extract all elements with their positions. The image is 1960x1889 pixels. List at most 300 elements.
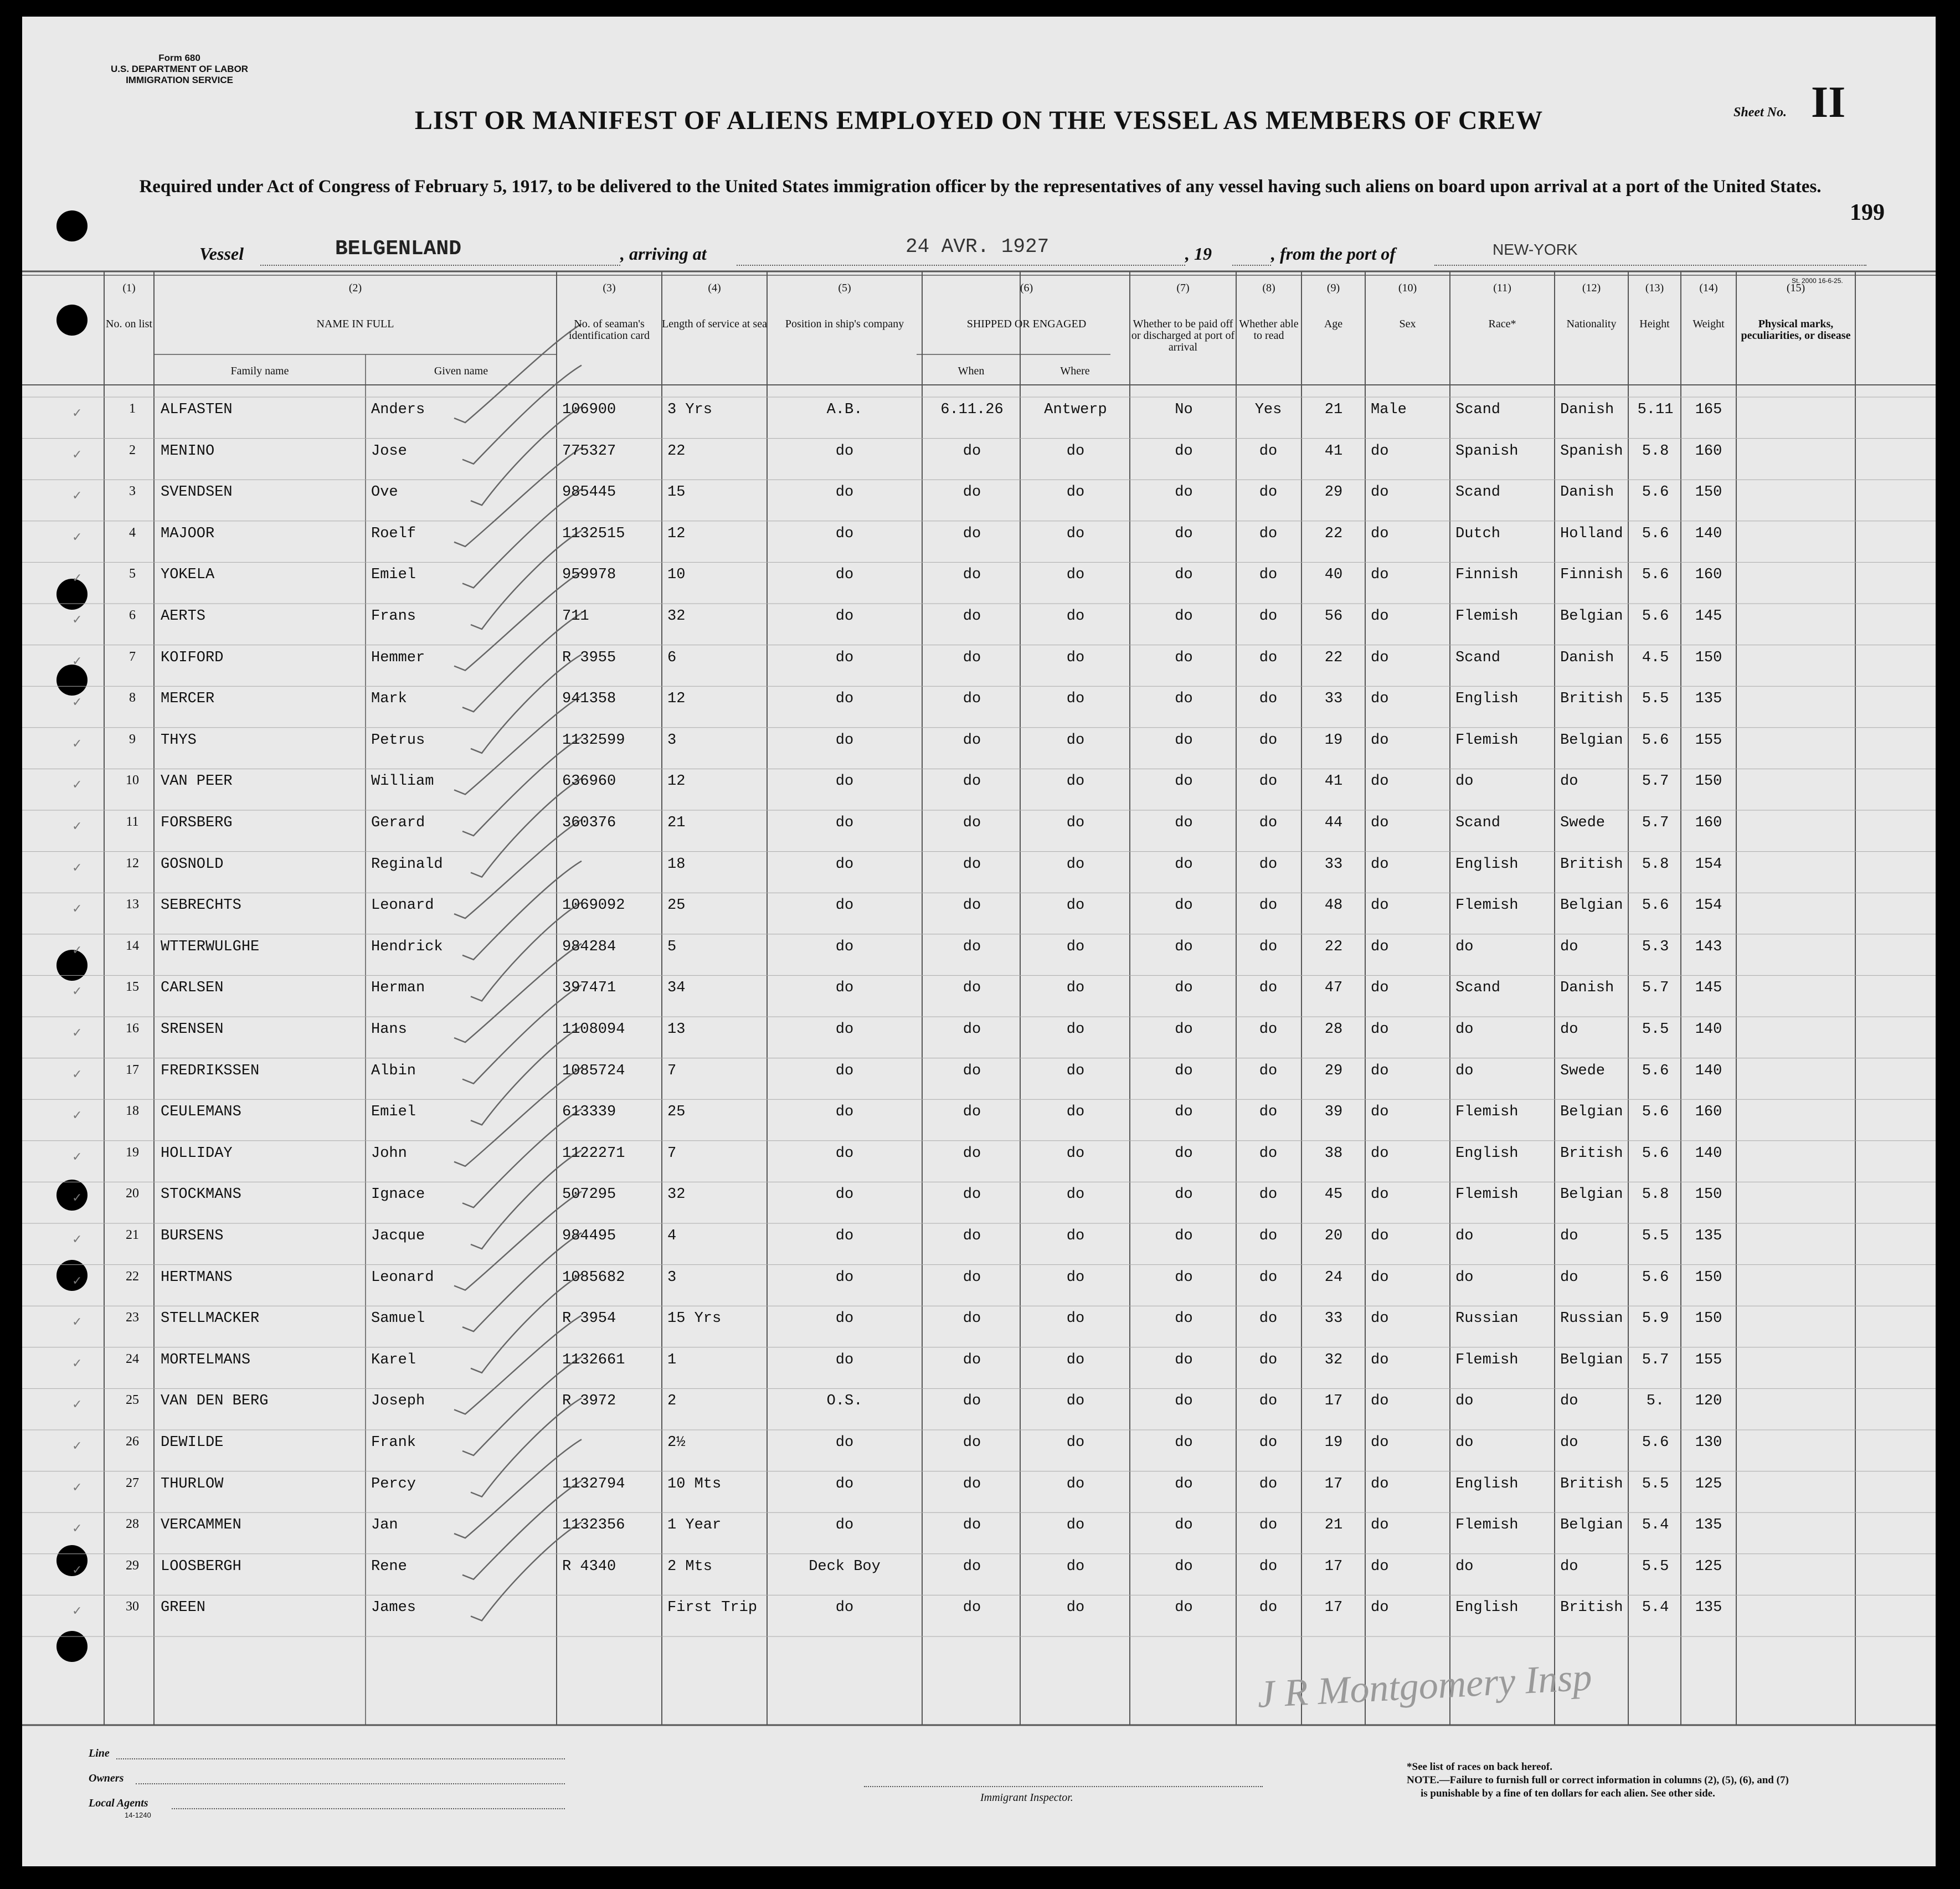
length-of-service: 5: [667, 938, 677, 955]
service-name: IMMIGRATION SERVICE: [126, 75, 234, 85]
id-card-number: 1108094: [562, 1021, 625, 1038]
able-to-read: do: [1259, 442, 1278, 460]
sex: do: [1371, 1186, 1389, 1203]
height: 5.6: [1642, 1104, 1669, 1121]
column-header-c7: Whether to be paid off or discharged at port of arrival: [1131, 318, 1235, 353]
column-header-shipped-engaged: SHIPPED OR ENGAGED: [966, 318, 1087, 330]
column-header-c12: Nationality: [1566, 318, 1617, 330]
height: 5.11: [1637, 402, 1674, 418]
family-name: CEULEMANS: [161, 1104, 241, 1121]
page-number: 199: [1850, 200, 1885, 225]
able-to-read: do: [1259, 691, 1278, 708]
paid-off: do: [1175, 442, 1193, 460]
check-mark: ✓: [72, 1356, 83, 1370]
column-number-c9: (9): [1326, 282, 1340, 294]
race-note: *See list of races on back hereof.: [1407, 1761, 1552, 1773]
age: 17: [1324, 1558, 1343, 1575]
position: do: [835, 1186, 854, 1203]
id-card-number: 1132794: [562, 1475, 625, 1492]
position: do: [835, 1434, 854, 1451]
column-header-c4: Length of service at sea: [662, 318, 767, 330]
height: 5.6: [1642, 567, 1669, 584]
able-to-read: do: [1259, 815, 1278, 831]
check-mark: ✓: [72, 1273, 83, 1288]
paid-off: do: [1175, 773, 1193, 790]
able-to-read: do: [1259, 1475, 1278, 1492]
length-of-service: 25: [667, 897, 686, 914]
position: do: [835, 567, 854, 584]
shipped-where: do: [1066, 1186, 1085, 1203]
paid-off: do: [1175, 1393, 1193, 1410]
height: 5.3: [1642, 938, 1669, 955]
sex: do: [1371, 691, 1389, 708]
shipped-where: do: [1066, 1104, 1085, 1121]
shipped-where: do: [1066, 442, 1085, 460]
given-name: Petrus: [371, 732, 425, 749]
shipped-where: do: [1066, 1434, 1085, 1451]
document-subtitle: Required under Act of Congress of February 5, 1917, to be delivered to the United States immigration officer by the representatives of any vessel having such aliens on board upon arrival at a port of the United States.: [139, 177, 1822, 197]
inspector-label: Immigrant Inspector.: [980, 1792, 1073, 1804]
race: do: [1455, 938, 1474, 955]
length-of-service: 13: [667, 1021, 686, 1038]
check-mark: ✓: [72, 1397, 83, 1412]
height: 5.7: [1642, 980, 1669, 997]
shipped-where: do: [1066, 1599, 1085, 1617]
race: Spanish: [1455, 442, 1519, 460]
family-name: VERCAMMEN: [161, 1517, 241, 1534]
nationality: Belgian: [1560, 1517, 1623, 1534]
row-number: 18: [126, 1104, 139, 1119]
able-to-read: do: [1259, 856, 1278, 873]
shipped-when: do: [963, 608, 981, 625]
nationality: do: [1560, 1021, 1578, 1038]
given-name: Ignace: [371, 1186, 425, 1203]
shipped-where: do: [1066, 897, 1085, 914]
shipped-when: do: [963, 1434, 981, 1451]
position: do: [835, 1145, 854, 1162]
row-number: 13: [126, 897, 139, 912]
length-of-service: 32: [667, 1186, 686, 1203]
height: 5.4: [1642, 1517, 1669, 1534]
row-number: 23: [126, 1310, 139, 1325]
nationality: Belgian: [1560, 1104, 1623, 1121]
column-header-c11: Race*: [1488, 318, 1516, 330]
weight: 160: [1695, 815, 1722, 831]
race: Flemish: [1455, 1186, 1519, 1203]
race: Flemish: [1455, 1351, 1519, 1368]
row-number: 9: [129, 732, 136, 747]
penalty-note-line2: is punishable by a fine of ten dollars for each alien. See other side.: [1421, 1788, 1715, 1799]
nationality: British: [1560, 1475, 1623, 1492]
check-mark: ✓: [72, 819, 83, 833]
length-of-service: First Trip: [667, 1599, 758, 1617]
paid-off: do: [1175, 1062, 1193, 1079]
sex: do: [1371, 1475, 1389, 1492]
shipped-when: do: [963, 649, 981, 666]
weight: 125: [1695, 1558, 1722, 1575]
family-name: WTTERWULGHE: [161, 938, 260, 955]
nationality: Belgian: [1560, 1186, 1623, 1203]
able-to-read: do: [1259, 1434, 1278, 1451]
shipped-where: do: [1066, 567, 1085, 584]
given-name: Joseph: [371, 1393, 425, 1410]
weight: 135: [1695, 1599, 1722, 1617]
family-name: AERTS: [161, 608, 206, 625]
paid-off: do: [1175, 938, 1193, 955]
column-number-c11: (11): [1493, 282, 1511, 294]
position: do: [835, 691, 854, 708]
sex: do: [1371, 649, 1389, 666]
race: English: [1455, 691, 1519, 708]
race: Finnish: [1455, 567, 1519, 584]
sex: do: [1371, 1021, 1389, 1038]
age: 33: [1324, 1310, 1343, 1327]
family-name: STELLMACKER: [161, 1310, 260, 1327]
age: 47: [1324, 980, 1343, 997]
nationality: British: [1560, 1145, 1623, 1162]
weight: 140: [1695, 525, 1722, 542]
column-number-c15: (15): [1786, 282, 1805, 294]
shipped-when: do: [963, 1517, 981, 1534]
position: Deck Boy: [809, 1558, 881, 1575]
given-name: Samuel: [371, 1310, 425, 1327]
paid-off: do: [1175, 1186, 1193, 1203]
nationality: Belgian: [1560, 732, 1623, 749]
sex: do: [1371, 856, 1389, 873]
shipped-when: do: [963, 1062, 981, 1079]
given-name: Karel: [371, 1351, 416, 1368]
position: do: [835, 1310, 854, 1327]
race: do: [1455, 1228, 1474, 1244]
given-name: Frans: [371, 608, 416, 625]
sex: do: [1371, 1228, 1389, 1244]
column-header-c8: Whether able to read: [1239, 318, 1299, 342]
row-number: 29: [126, 1558, 139, 1573]
check-mark: ✓: [72, 1108, 83, 1123]
shipped-where: do: [1066, 484, 1085, 501]
family-name: MERCER: [161, 691, 215, 708]
shipped-where: do: [1066, 1517, 1085, 1534]
check-mark: ✓: [72, 529, 83, 544]
race: English: [1455, 1475, 1519, 1492]
able-to-read: do: [1259, 1517, 1278, 1534]
shipped-when: do: [963, 897, 981, 914]
check-mark: ✓: [72, 695, 83, 709]
nationality: do: [1560, 1393, 1578, 1410]
row-number: 5: [129, 567, 136, 581]
column-header-given-name: Given name: [434, 365, 488, 377]
height: 5.5: [1642, 1228, 1669, 1244]
length-of-service: 1: [667, 1351, 677, 1368]
check-mark: ✓: [72, 1067, 83, 1081]
able-to-read: do: [1259, 567, 1278, 584]
nationality: Finnish: [1560, 567, 1623, 584]
weight: 155: [1695, 732, 1722, 749]
departure-port: NEW-YORK: [1493, 241, 1578, 258]
height: 5.4: [1642, 1599, 1669, 1617]
race: English: [1455, 1145, 1519, 1162]
length-of-service: 25: [667, 1104, 686, 1121]
family-name: HOLLIDAY: [161, 1145, 233, 1162]
family-name: YOKELA: [161, 567, 215, 584]
arriving-label: , arriving at: [620, 244, 707, 264]
weight: 154: [1695, 856, 1722, 873]
local-agents-label: Local Agents: [89, 1797, 148, 1809]
height: 5.6: [1642, 1269, 1669, 1286]
given-name: William: [371, 773, 434, 790]
shipped-when: do: [963, 856, 981, 873]
nationality: do: [1560, 1558, 1578, 1575]
weight: 150: [1695, 649, 1722, 666]
sex: do: [1371, 1104, 1389, 1121]
sex: Male: [1371, 402, 1407, 418]
sex: do: [1371, 897, 1389, 914]
age: 20: [1324, 1228, 1343, 1244]
shipped-when: do: [963, 1228, 981, 1244]
family-name: VAN PEER: [161, 773, 233, 790]
id-card-number: 711: [562, 608, 589, 625]
paid-off: do: [1175, 1351, 1193, 1368]
given-name: Jose: [371, 442, 407, 460]
shipped-when: do: [963, 1310, 981, 1327]
weight: 150: [1695, 484, 1722, 501]
position: do: [835, 773, 854, 790]
id-card-number: 1132356: [562, 1517, 625, 1534]
age: 29: [1324, 1062, 1343, 1079]
height: 4.5: [1642, 649, 1669, 666]
race: Scand: [1455, 484, 1501, 501]
paid-off: do: [1175, 1104, 1193, 1121]
paid-off: do: [1175, 1269, 1193, 1286]
able-to-read: do: [1259, 1062, 1278, 1079]
id-card-number: R 4340: [562, 1558, 616, 1575]
weight: 160: [1695, 567, 1722, 584]
paid-off: do: [1175, 567, 1193, 584]
row-number: 4: [129, 525, 136, 540]
nationality: do: [1560, 1228, 1578, 1244]
shipped-when: do: [963, 525, 981, 542]
inspector-signature: J R Montgomery Insp: [1256, 1656, 1593, 1716]
height: 5.5: [1642, 1475, 1669, 1492]
given-name: Anders: [371, 402, 425, 418]
sex: do: [1371, 1351, 1389, 1368]
given-name: Mark: [371, 691, 407, 708]
age: 38: [1324, 1145, 1343, 1162]
race: Flemish: [1455, 732, 1519, 749]
row-number: 30: [126, 1599, 139, 1614]
sex: do: [1371, 773, 1389, 790]
length-of-service: 12: [667, 691, 686, 708]
shipped-when: do: [963, 938, 981, 955]
height: 5.5: [1642, 1558, 1669, 1575]
check-mark: ✓: [72, 984, 83, 998]
length-of-service: 10: [667, 567, 686, 584]
nationality: British: [1560, 691, 1623, 708]
check-mark: ✓: [72, 860, 83, 874]
race: do: [1455, 1434, 1474, 1451]
column-number-c6: (6): [1020, 282, 1033, 294]
race: Scand: [1455, 402, 1501, 418]
arrival-date-stamp: 24 AVR. 1927: [906, 235, 1050, 258]
check-mark: ✓: [72, 736, 83, 750]
shipped-where: do: [1066, 980, 1085, 997]
family-name: KOIFORD: [161, 649, 224, 666]
id-card-number: R 3954: [562, 1310, 616, 1327]
shipped-where: do: [1066, 1145, 1085, 1162]
shipped-when: do: [963, 1269, 981, 1286]
row-number: 15: [126, 980, 139, 995]
id-card-number: 984284: [562, 938, 616, 955]
length-of-service: 3: [667, 732, 677, 749]
weight: 150: [1695, 1310, 1722, 1327]
able-to-read: do: [1259, 1145, 1278, 1162]
length-of-service: 15: [667, 484, 686, 501]
weight: 154: [1695, 897, 1722, 914]
check-mark: ✓: [72, 1026, 83, 1039]
id-card-number: 985445: [562, 484, 616, 501]
column-number-c7: (7): [1176, 282, 1190, 294]
agents-code: 14-1240: [125, 1811, 151, 1819]
given-name: Jan: [371, 1517, 398, 1534]
position: do: [835, 442, 854, 460]
given-name: Jacque: [371, 1228, 425, 1244]
race: Flemish: [1455, 1104, 1519, 1121]
age: 21: [1324, 1517, 1343, 1534]
shipped-where: do: [1066, 815, 1085, 831]
position: do: [835, 938, 854, 955]
check-mark: ✓: [72, 447, 83, 461]
height: 5.6: [1642, 1145, 1669, 1162]
id-card-number: 1132661: [562, 1351, 625, 1368]
position: do: [835, 1021, 854, 1038]
age: 33: [1324, 856, 1343, 873]
able-to-read: do: [1259, 1393, 1278, 1410]
shipped-when: do: [963, 567, 981, 584]
position: do: [835, 1517, 854, 1534]
id-card-number: 106900: [562, 402, 616, 418]
length-of-service: 12: [667, 525, 686, 542]
age: 17: [1324, 1599, 1343, 1617]
nationality: Danish: [1560, 484, 1614, 501]
position: do: [835, 484, 854, 501]
age: 32: [1324, 1351, 1343, 1368]
sex: do: [1371, 1434, 1389, 1451]
row-number: 26: [126, 1434, 139, 1449]
height: 5.6: [1642, 525, 1669, 542]
column-number-c10: (10): [1398, 282, 1417, 294]
column-header-where: Where: [1060, 365, 1090, 377]
given-name: Hans: [371, 1021, 407, 1038]
shipped-where: do: [1066, 1475, 1085, 1492]
row-number: 8: [129, 691, 136, 706]
paid-off: do: [1175, 1599, 1193, 1617]
id-card-number: 1069092: [562, 897, 625, 914]
sex: do: [1371, 525, 1389, 542]
id-card-number: 1132599: [562, 732, 625, 749]
check-mark: ✓: [72, 1232, 83, 1246]
family-name: MENINO: [161, 442, 215, 460]
age: 22: [1324, 525, 1343, 542]
family-name: GOSNOLD: [161, 856, 224, 873]
shipped-when: do: [963, 1145, 981, 1162]
race: do: [1455, 1021, 1474, 1038]
year-label: , 19: [1185, 244, 1212, 264]
family-name: ALFASTEN: [161, 402, 233, 418]
paid-off: do: [1175, 525, 1193, 542]
weight: 135: [1695, 1517, 1722, 1534]
position: do: [835, 1269, 854, 1286]
able-to-read: do: [1259, 525, 1278, 542]
nationality: do: [1560, 1269, 1578, 1286]
paid-off: do: [1175, 1475, 1193, 1492]
family-name: SVENDSEN: [161, 484, 233, 501]
race: Flemish: [1455, 1517, 1519, 1534]
column-header-c9: Age: [1324, 318, 1343, 330]
nationality: Holland: [1560, 525, 1623, 542]
id-card-number: 507295: [562, 1186, 616, 1203]
form-number: Form 680: [158, 53, 200, 63]
check-mark: ✓: [72, 406, 83, 420]
able-to-read: do: [1259, 1104, 1278, 1121]
column-number-c4: (4): [708, 282, 721, 294]
shipped-when: do: [963, 1475, 981, 1492]
position: do: [835, 732, 854, 749]
shipped-where: do: [1066, 1062, 1085, 1079]
owners-label: Owners: [89, 1772, 124, 1784]
paid-off: do: [1175, 732, 1193, 749]
height: 5.6: [1642, 608, 1669, 625]
document-title: LIST OR MANIFEST OF ALIENS EMPLOYED ON THE VESSEL AS MEMBERS OF CREW: [414, 106, 1544, 135]
shipped-where: do: [1066, 525, 1085, 542]
height: 5.6: [1642, 1062, 1669, 1079]
row-number: 27: [126, 1475, 139, 1490]
check-mark: ✓: [72, 488, 83, 503]
length-of-service: 2 Mts: [667, 1558, 713, 1575]
able-to-read: do: [1259, 938, 1278, 955]
check-mark: ✓: [72, 571, 83, 585]
check-mark: ✓: [72, 1439, 83, 1453]
height: 5.6: [1642, 484, 1669, 501]
family-name: STOCKMANS: [161, 1186, 241, 1203]
able-to-read: do: [1259, 980, 1278, 997]
form-reference: St. 2000 16-6-25.: [1792, 277, 1843, 285]
shipped-where: do: [1066, 732, 1085, 749]
weight: 140: [1695, 1021, 1722, 1038]
column-number-c14: (14): [1699, 282, 1718, 294]
sex: do: [1371, 980, 1389, 997]
id-card-number: 636960: [562, 773, 616, 790]
position: do: [835, 1599, 854, 1617]
weight: 140: [1695, 1145, 1722, 1162]
check-mark: ✓: [72, 1191, 83, 1205]
race: do: [1455, 1062, 1474, 1079]
family-name: GREEN: [161, 1599, 206, 1617]
sex: do: [1371, 815, 1389, 831]
id-card-number: 984495: [562, 1228, 616, 1244]
race: Scand: [1455, 649, 1501, 666]
column-header-c14: Weight: [1693, 318, 1725, 330]
column-number-c3: (3): [603, 282, 616, 294]
able-to-read: Yes: [1254, 402, 1282, 418]
able-to-read: do: [1259, 773, 1278, 790]
age: 28: [1324, 1021, 1343, 1038]
height: 5.6: [1642, 732, 1669, 749]
shipped-where: do: [1066, 856, 1085, 873]
weight: 155: [1695, 1351, 1722, 1368]
column-number-c13: (13): [1645, 282, 1664, 294]
id-card-number: 1132515: [562, 525, 625, 542]
manifest-sheet: [22, 17, 1936, 1866]
